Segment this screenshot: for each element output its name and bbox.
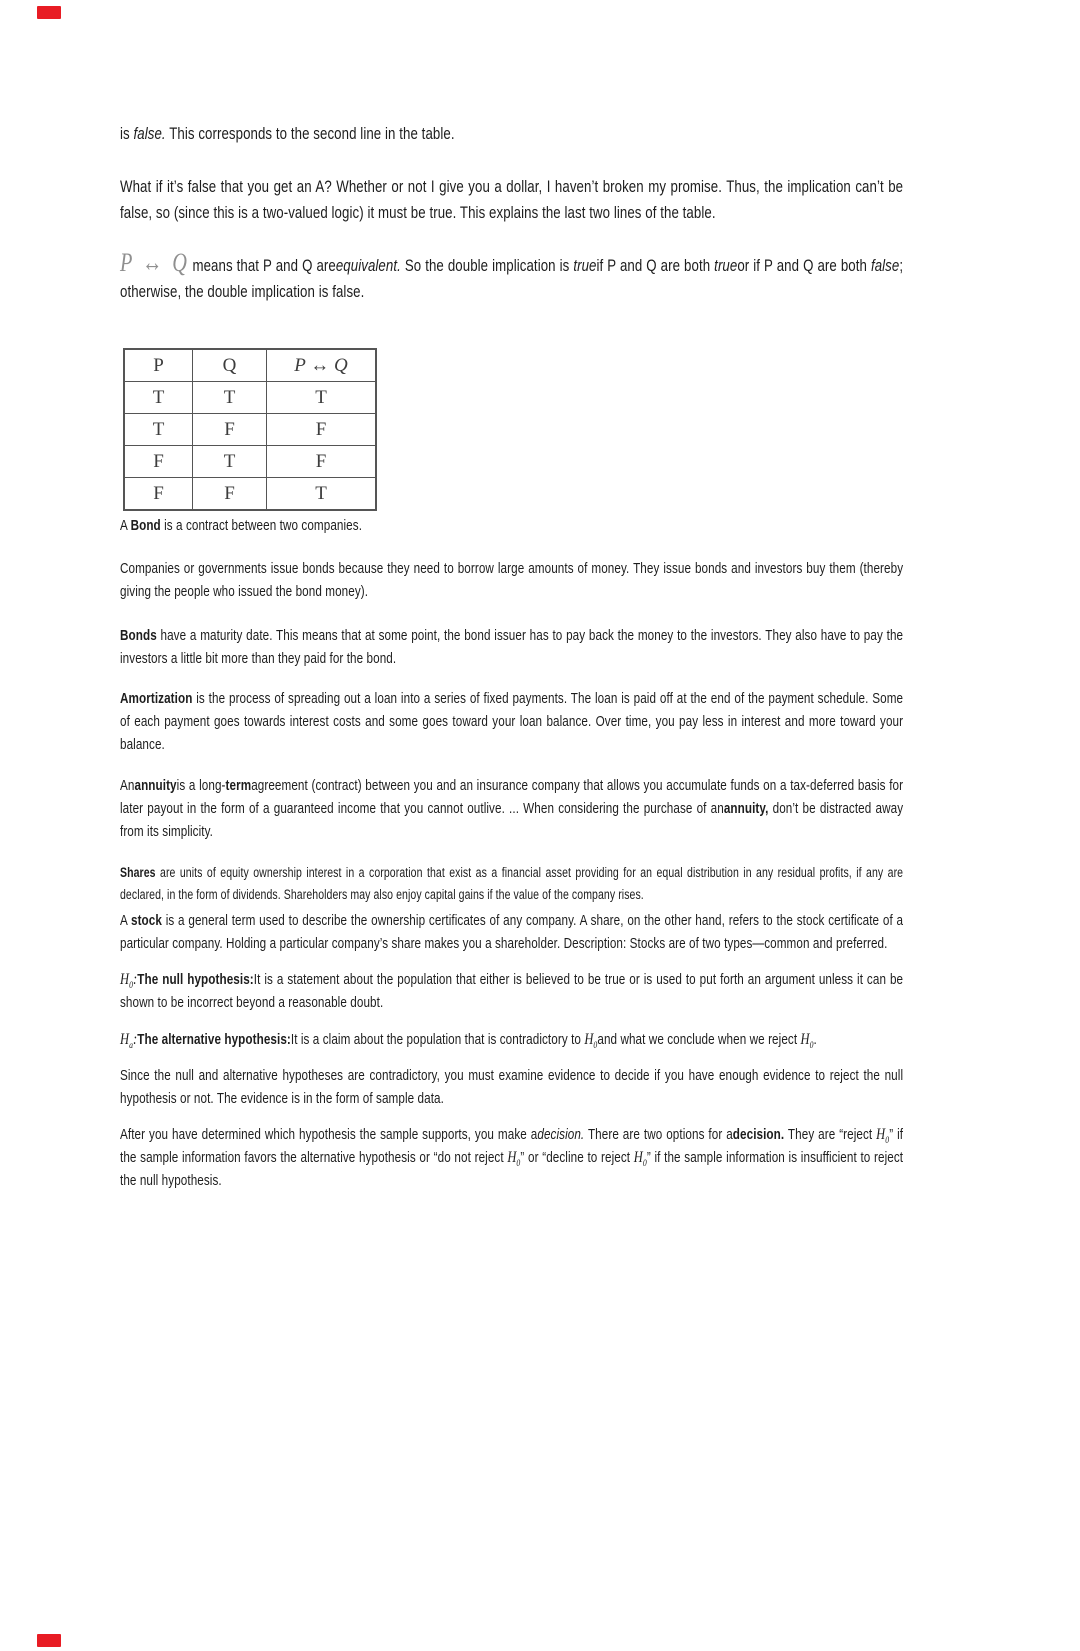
truth-table-cell: F — [193, 414, 267, 446]
text-segment: have a maturity date. This means that at some point, the bond issuer has to pay back the money to the investors. They also have to pay the investors a little bit more than they paid for the bond. — [120, 627, 904, 667]
decision-paragraph — [120, 1123, 903, 1192]
document-content — [120, 121, 903, 1192]
amortization-paragraph — [120, 687, 903, 756]
bond-definition-paragraph — [120, 514, 903, 537]
truth-table-cell: T — [267, 478, 377, 511]
truth-table-cell: T — [124, 382, 193, 414]
math-sub: 0 — [516, 1158, 521, 1170]
stock-paragraph — [120, 909, 903, 955]
text-segment: is a general term used to describe the ownership certificates of any company. A share, on the other hand, refers to the stock certificate of a particular company. Holding a particular company’s share makes you a shareholder. Description: Stocks are of two types—common and preferred. — [120, 912, 904, 952]
text-segment: is a contract between two companies. — [160, 517, 363, 534]
biconditional-symbol: P ↔ Q — [120, 248, 189, 277]
red-marker-top — [37, 6, 61, 19]
text-segment: It is a claim about the population that is contradictory to — [290, 1031, 585, 1048]
text-segment: equivalent. — [335, 256, 401, 275]
text-segment: It is a statement about the population that either is believed to be true or is used to put forth an argument unless it can be shown to be incorrect beyond a reasonable doubt. — [120, 971, 904, 1011]
truth-table-cell: T — [267, 382, 377, 414]
h-sub-a-symbol — [120, 1031, 138, 1052]
text-segment: They are “reject — [784, 1126, 877, 1143]
text-segment: false — [870, 256, 900, 275]
text-segment: decision. — [732, 1126, 785, 1143]
h-sub-0-symbol — [507, 1149, 521, 1170]
bonds-issuance-paragraph — [120, 557, 903, 603]
text-segment: The alternative hypothesis: — [137, 1031, 291, 1048]
math-tail: : — [133, 971, 138, 988]
text-segment: Shares — [120, 865, 156, 880]
text-segment: don’t be distracted away from its simplicity. — [120, 800, 904, 840]
text-segment: stock — [130, 912, 162, 929]
math-base: H — [800, 1031, 810, 1048]
h-sub-0-symbol — [120, 971, 138, 992]
truth-table-header-cell: P ↔ Q — [267, 349, 377, 382]
text-segment: Companies or governments issue bonds because they need to borrow large amounts of money. They issue bonds and investors buy them (thereby giving the people who issued the bond money). — [120, 560, 904, 600]
math-sub: 0 — [129, 980, 134, 992]
text-segment: Since the null and alternative hypotheses are contradictory, you must examine evidence to decide if you have enough evidence to reject the null hypothesis or not. The evidence is in the form of sample data. — [120, 1067, 904, 1107]
null-hypothesis-paragraph — [120, 968, 903, 1014]
h-sub-0-symbol — [584, 1031, 598, 1052]
text-segment: A — [120, 912, 131, 929]
math-base: H — [120, 971, 130, 988]
text-segment: ” or “decline to reject — [520, 1149, 634, 1166]
math-tail: : — [133, 1031, 138, 1048]
text-segment: After you have determined which hypothesis the sample supports, you make a — [120, 1126, 538, 1143]
text-segment: and what we conclude when we reject — [597, 1031, 801, 1048]
text-segment: This corresponds to the second line in the table. — [165, 124, 455, 143]
hypotheses-contradictory-paragraph — [120, 1064, 903, 1110]
text-segment: is a long- — [176, 777, 226, 794]
text-segment: Bonds — [120, 627, 157, 644]
math-sub: 0 — [809, 1040, 814, 1052]
text-segment: means that P and Q are — [188, 256, 336, 275]
math-sub: a — [129, 1040, 134, 1052]
text-segment: true — [573, 256, 597, 275]
text-segment: What if it’s false that you get an A? Whether or not I give you a dollar, I haven’t broken my promise. Thus, the implication can’t be false, so (since this is a two-valued logic) it must be true. This explains the last two lines of the table. — [120, 177, 904, 222]
text-segment: are units of equity ownership interest in a corporation that exist as a financial asset providing for an equal distribution in any residual profits, if any are declared, in the form of dividends. Shareholders may also enjoy capital gains if the value of the company rises. — [120, 865, 904, 902]
text-segment: is the process of spreading out a loan into a series of fixed payments. The loan is paid off at the end of the payment schedule. Some of each payment goes towards interest costs and some goes toward your loan balance. Over time, you pay less in interest and more toward your balance. — [120, 690, 904, 753]
text-segment: The null hypothesis: — [137, 971, 254, 988]
math-sub: 0 — [885, 1135, 890, 1147]
math-base: H — [633, 1149, 643, 1166]
truth-table-cell: F — [267, 414, 377, 446]
text-segment: ” if the sample information favors the alternative hypothesis or “do not reject — [120, 1126, 904, 1166]
truth-table-cell: F — [267, 446, 377, 478]
math-sub: 0 — [593, 1040, 598, 1052]
red-marker-bottom — [37, 1634, 61, 1647]
truth-table-cell: F — [124, 478, 193, 511]
implication-explanation-paragraph — [120, 174, 903, 226]
truth-table-placeholder — [120, 305, 903, 514]
truth-table-cell: T — [193, 382, 267, 414]
math-sub: 0 — [642, 1158, 647, 1170]
text-segment: or if P and Q are both — [737, 256, 871, 275]
shares-paragraph — [120, 862, 903, 906]
text-segment: agreement (contract) between you and an insurance company that allows you accumulate funds on a tax-deferred basis for later payout in the form of a guaranteed income that you cannot outlive. ... When considering the purchase of an — [120, 777, 904, 817]
second-line-note-paragraph — [120, 121, 903, 147]
annuity-paragraph — [120, 774, 903, 843]
truth-table-cell: T — [193, 446, 267, 478]
truth-table-cell: F — [124, 446, 193, 478]
truth-table-header-cell: Q — [193, 349, 267, 382]
math-base: H — [584, 1031, 594, 1048]
text-segment: So the double implication is — [400, 256, 574, 275]
double-implication-paragraph — [120, 250, 903, 305]
text-segment: true — [714, 256, 738, 275]
math-base: H — [120, 1031, 130, 1048]
text-segment: if P and Q are both — [596, 256, 715, 275]
text-segment: Amortization — [120, 690, 193, 707]
h-sub-0-symbol — [633, 1149, 647, 1170]
text-segment: annuity — [134, 777, 177, 794]
text-segment: annuity, — [723, 800, 769, 817]
text-segment: There are two options for a — [584, 1126, 733, 1143]
bonds-maturity-paragraph — [120, 624, 903, 670]
h-sub-0-symbol — [876, 1126, 890, 1147]
text-segment: false. — [133, 124, 166, 143]
math-base: H — [876, 1126, 886, 1143]
truth-table-header-cell: P — [124, 349, 193, 382]
alternative-hypothesis-paragraph — [120, 1028, 903, 1051]
text-segment: ” if the sample information is insufficient to reject the null hypothesis. — [120, 1149, 904, 1189]
truth-table-cell: T — [124, 414, 193, 446]
text-segment: ; otherwise, the double implication is false. — [120, 256, 904, 301]
text-segment: An — [120, 777, 135, 794]
text-segment: decision. — [537, 1126, 585, 1143]
h-sub-0-symbol — [800, 1031, 814, 1052]
truth-table-cell: F — [193, 478, 267, 511]
text-segment: . — [813, 1031, 817, 1048]
text-segment: term — [225, 777, 252, 794]
math-base: H — [507, 1149, 517, 1166]
text-segment: Bond — [130, 517, 161, 534]
text-segment: is — [120, 124, 134, 143]
text-segment: A — [120, 517, 131, 534]
